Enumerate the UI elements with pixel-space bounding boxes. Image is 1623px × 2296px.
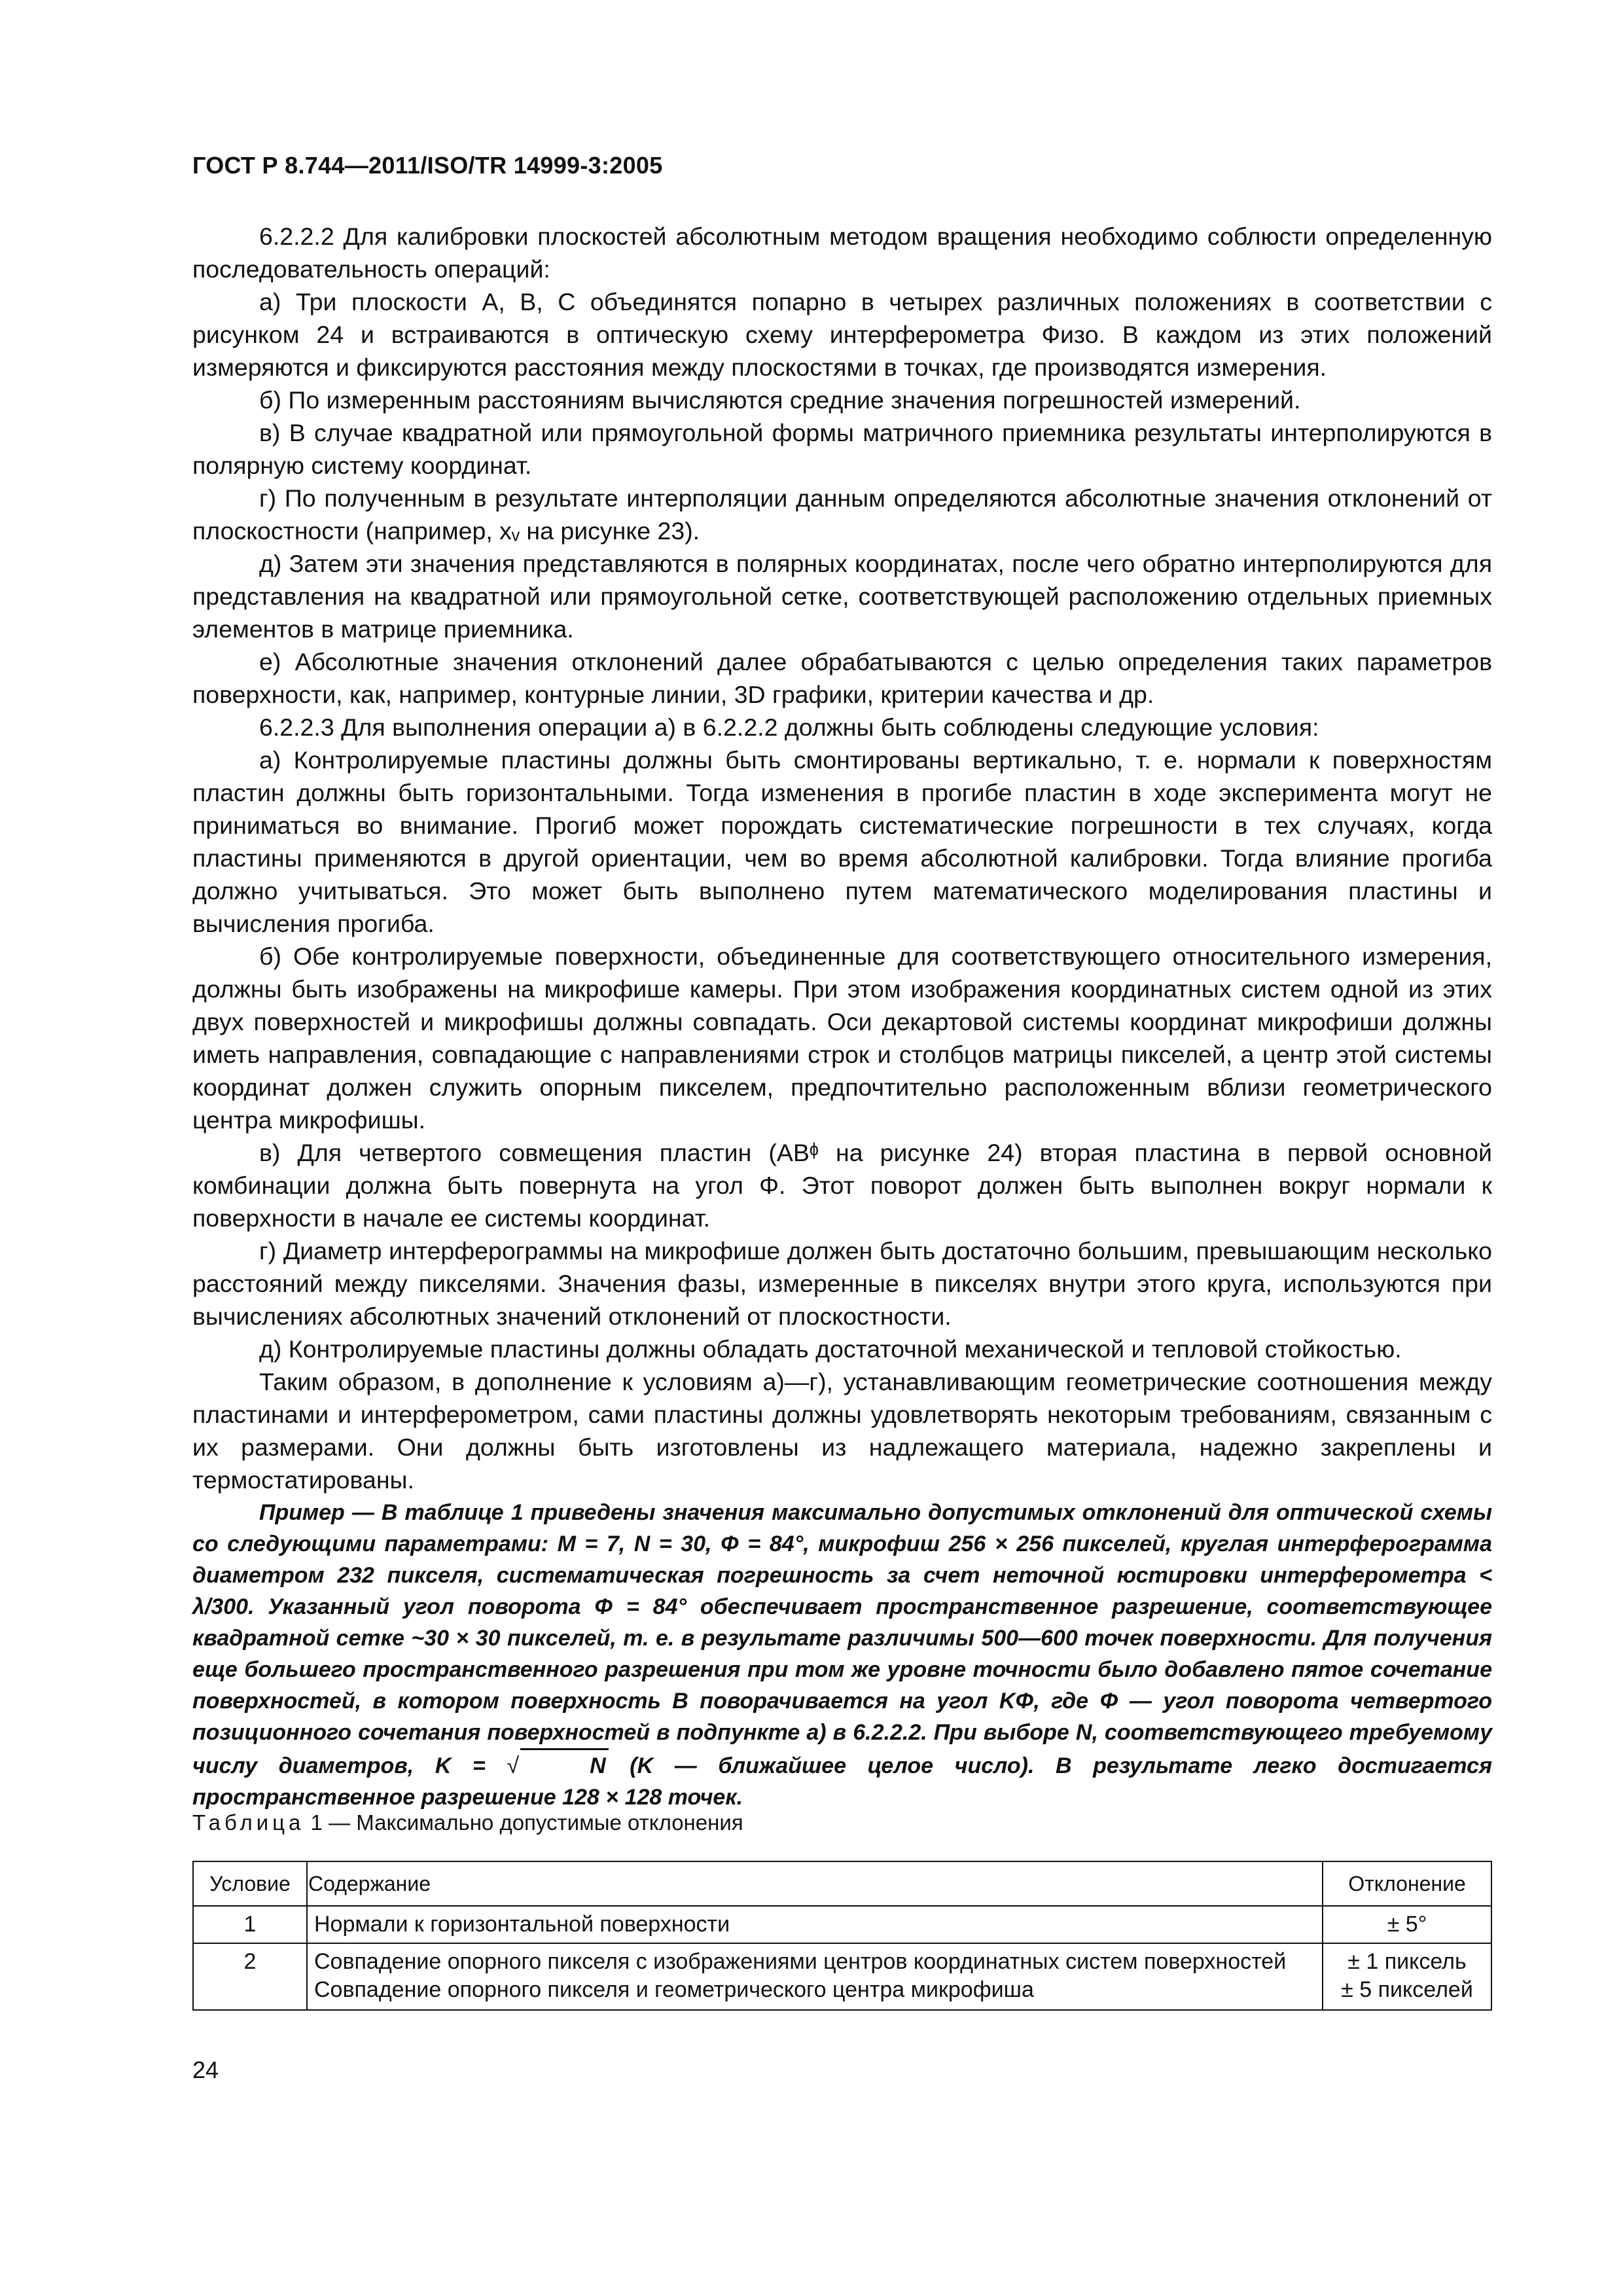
paragraph: б) Обе контролируемые поверхности, объединенные для соответствующего относительного измерения, должны быть изображены на микрофише камеры. При этом изображения координатных систем одной из этих двух поверхностей и микрофишы должны совпадать. Оси декартовой системы координат микрофиши должны иметь направления, совпадающие с направлениями строк и столбцов матрицы пикселей, а центр этой системы координат должен служить опорным пикселем, предпочтительно расположенным вблизи геометрического центра микрофишы. — [192, 942, 1492, 1134]
cell-line: Нормали к горизонтальной поверхности — [314, 1912, 730, 1937]
table-caption-title: 1 — Максимально допустимые отклонения — [304, 1810, 743, 1835]
example-note — [192, 1497, 1492, 1813]
paragraph: г) По полученным в результате интерполяции данным определяются абсолютные значения отклонений от плоскостности (например, xᵥ на рисунке 23). — [192, 484, 1492, 545]
table-header-row — [193, 1861, 1491, 1906]
paragraph: б) По измеренным расстояниям вычисляются средние значения погрешностей измерений. — [259, 386, 1301, 414]
paragraph: в) В случае квадратной или прямоугольной формы матричного приемника результаты интерполируются в полярную систему координат. — [192, 419, 1492, 479]
paragraph: 6.2.2.2 Для калибровки плоскостей абсолютным методом вращения необходимо соблюсти определенную последовательность операций: — [192, 223, 1492, 283]
cell-line: ± 5° — [1387, 1912, 1427, 1937]
paragraph: д) Затем эти значения представляются в полярных координатах, после чего обратно интерполируются для представления на квадратной или прямоугольной сетке, соответствующей расположению отдельных приемных элементов в матрице приемника. — [192, 550, 1492, 643]
column-header-condition: Условие — [193, 1861, 307, 1906]
document-header: ГОСТ Р 8.744—2011/ISO/TR 14999-3:2005 — [192, 152, 663, 179]
cell-line: ± 5 пикселей — [1341, 1977, 1473, 2002]
cell-line: ± 1 пиксель — [1347, 1949, 1467, 1974]
cell-line: Совпадение опорного пикселя и геометрического центра микрофиша — [314, 1977, 1034, 2002]
formula-k: K = — [435, 1753, 507, 1778]
page-number: 24 — [192, 2056, 219, 2083]
body-text — [192, 220, 1492, 1496]
paragraph: а) Три плоскости A, B, C объединятся попарно в четырех различных положениях в соответствии с рисунком 24 и встраиваются в оптическую схему интерферометра Физо. В каждом из этих положений измеряются и фиксируются расстояния между плоскостями в точках, где производятся измерения. — [192, 288, 1492, 381]
table-row — [193, 1943, 1491, 2010]
cell-deviation — [1323, 1943, 1491, 2010]
cell-content — [307, 1906, 1323, 1943]
column-header-deviation: Отклонение — [1323, 1861, 1491, 1906]
table-caption — [192, 1810, 743, 1835]
paragraph: д) Контролируемые пластины должны обладать достаточной механической и тепловой стойкостью. — [259, 1335, 1402, 1363]
cell-condition: 2 — [193, 1943, 307, 2010]
cell-content — [307, 1943, 1323, 2010]
sqrt-symbol: √ — [507, 1753, 520, 1778]
example-text-end: (K — ближайшее целое число). В результате легко достигается пространственное разрешение 128 × 128 точек. — [192, 1753, 1493, 1810]
paragraph: в) Для четвертого совмещения пластин (ABᶲ на рисунке 24) вторая пластина в первой основной комбинации должна быть повернута на угол Φ. Этот поворот должен быть выполнен вокруг нормали к поверхности в начале ее системы координат. — [192, 1139, 1492, 1232]
deviations-table — [192, 1861, 1492, 2011]
cell-line: Совпадение опорного пикселя с изображениями центров координатных систем поверхностей — [314, 1949, 1287, 1974]
cell-deviation — [1323, 1906, 1491, 1943]
column-header-content: Содержание — [307, 1861, 1323, 1906]
paragraph: 6.2.2.3 Для выполнения операции а) в 6.2.2.2 должны быть соблюдены следующие условия: — [259, 713, 1319, 741]
table-caption-prefix: Таблица — [192, 1810, 305, 1835]
example-text: Пример — В таблице 1 приведены значения максимально допустимых отклонений для оптической схемы со следующими параметрами: M = 7, N = 30, Φ = 84°, микрофиш 256 × 256 пикселей, круглая интерферограмма диаметром 232 пикселя, систематическая погрешность за счет неточной юстировки интерферометра < λ/300. Указанный угол поворота Φ = 84° обеспечивает пространственное разрешение, соответствующее квадратной сетке ~30 × 30 пикселей, т. е. в результате различимы 500—600 точек поверхности. Для получения еще большего пространственного разрешения при том же уровне точности было добавлено пятое сочетание поверхностей, в котором поверхность B поворачивается на угол KΦ, где Φ — угол поворота четвертого позиционного сочетания поверхностей в подпункте а) в 6.2.2.2. При выборе N, соответствующего требуемому числу диаметров, — [192, 1500, 1492, 1778]
paragraph: а) Контролируемые пластины должны быть смонтированы вертикально, т. е. нормали к поверхностям пластин должны быть горизонтальными. Тогда изменения в прогибе пластин в ходе эксперимента могут не приниматься во внимание. Прогиб может порождать систематические погрешности в тех случаях, когда пластины применяются в другой ориентации, чем во время абсолютной калибровки. Тогда влияние прогиба должно учитываться. Это может быть выполнено путем математического моделирования пластины и вычисления прогиба. — [192, 746, 1492, 937]
paragraph: г) Диаметр интерферограммы на микрофише должен быть достаточно большим, превышающим несколько расстояний между пикселями. Значения фазы, измеренные в пикселях внутри этого круга, используются при вычислениях абсолютных значений отклонений от плоскостности. — [192, 1237, 1492, 1330]
table-row — [193, 1906, 1491, 1943]
paragraph: Таким образом, в дополнение к условиям а)—г), устанавливающим геометрические соотношения между пластинами и интерферометром, сами пластины должны удовлетворять некоторым требованиям, связанным с их размерами. Они должны быть изготовлены из надлежащего материала, надежно закреплены и термостатированы. — [192, 1368, 1492, 1494]
cell-condition: 1 — [193, 1906, 307, 1943]
sqrt-argument: N — [520, 1748, 609, 1782]
paragraph: е) Абсолютные значения отклонений далее обрабатываются с целью определения таких параметров поверхности, как, например, контурные линии, 3D графики, критерии качества и др. — [192, 648, 1492, 708]
